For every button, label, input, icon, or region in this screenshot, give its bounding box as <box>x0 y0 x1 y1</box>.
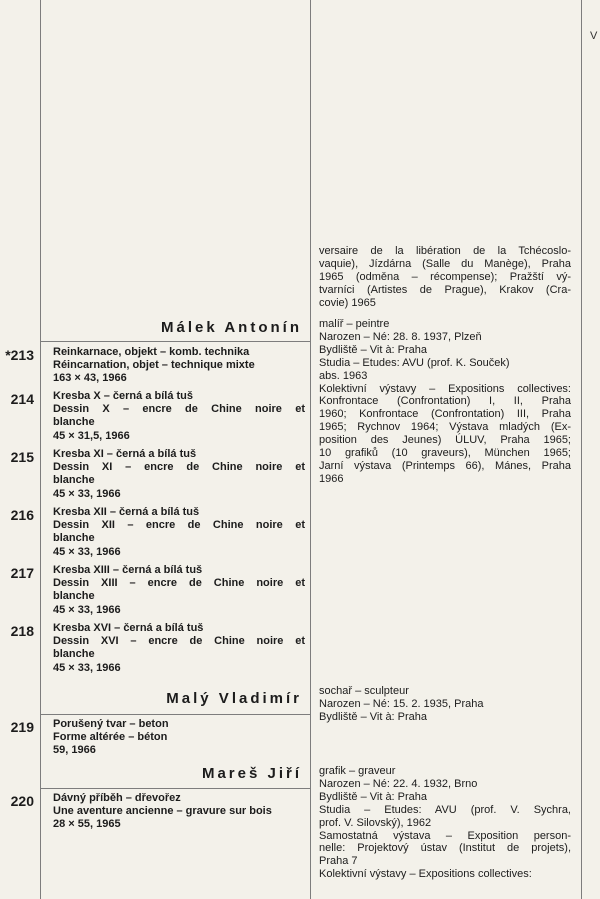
bio-line: prof. V. Silovský), 1962 <box>319 816 432 829</box>
entry-line: 163 × 43, 1966 <box>53 372 127 385</box>
bio-line: position des Jeunes) ÚLUV, Praha 1965; <box>319 434 571 447</box>
entry-line: Réincarnation, objet – technique mixte <box>53 359 255 372</box>
entry-line: Kresba XVI – černá a bílá tuš <box>53 622 204 634</box>
bio-line: nelle: Projektový ústav (Institut de projets), <box>319 842 571 855</box>
entry-line: 45 × 33, 1966 <box>53 661 121 674</box>
column-rule-right <box>581 0 582 899</box>
entry-line: blanche <box>53 416 95 429</box>
entry-line: 45 × 31,5, 1966 <box>53 429 130 442</box>
bio-line: abs. 1963 <box>319 369 368 382</box>
entry-line: Forme altérée – béton <box>53 731 168 744</box>
entry-line: 28 × 55, 1965 <box>53 818 121 831</box>
bio-line: sochař – sculpteur <box>319 685 409 697</box>
bio-line: Bydliště – Vit à: Praha <box>319 790 428 803</box>
bio-line: Kolektivní výstavy – Expositions collectives: <box>319 868 532 881</box>
entry-line: 45 × 33, 1966 <box>53 487 121 500</box>
bio-line: vaquie), Jízdárna (Salle du Manège), Praha <box>319 257 571 270</box>
bio-line: versaire de la libération de la Tchécoslo- <box>319 245 571 257</box>
entry-line: Une aventure ancienne – gravure sur bois <box>53 805 272 818</box>
entry-line: Dessin XII – encre de Chine noire et <box>53 519 305 532</box>
bio-line: malíř – peintre <box>319 318 390 330</box>
entry-number: 214 <box>10 391 34 407</box>
bio-line: tvarníci (Artistes de Prague), Krakov (Cra- <box>319 283 571 296</box>
artist-bio-mares <box>319 765 571 881</box>
entry-line: Kresba XII – černá a bílá tuš <box>53 506 200 518</box>
entry-number: 218 <box>10 623 34 639</box>
bio-line: 1965 (odměna – récompense); Pražští vý- <box>319 270 571 283</box>
entry-line: Dessin XI – encre de Chine noire et <box>53 461 305 474</box>
entry-number: 215 <box>10 449 34 465</box>
entry-line: 45 × 33, 1966 <box>53 545 121 558</box>
column-rule-middle <box>310 0 311 899</box>
bio-line: Samostatná výstava – Exposition person- <box>319 829 571 842</box>
entry-number: 219 <box>10 719 34 735</box>
bio-line: Bydliště – Vit à: Praha <box>319 710 428 723</box>
bio-line: Bydliště – Vit à: Praha <box>319 343 428 356</box>
entry-number: 220 <box>10 793 34 809</box>
bio-line: Jarní výstava (Printemps 66), Mánes, Praha <box>319 459 571 472</box>
entry-line: blanche <box>53 532 95 545</box>
entry-line: 45 × 33, 1966 <box>53 603 121 616</box>
heading-rule-malek <box>40 341 310 342</box>
bio-line: Narozen – Né: 15. 2. 1935, Praha <box>319 697 484 710</box>
entry-line: Kresba X – černá a bílá tuš <box>53 390 194 402</box>
bio-line: grafik – graveur <box>319 765 396 777</box>
heading-rule-mares <box>40 788 310 789</box>
entry-line: 59, 1966 <box>53 744 96 757</box>
continuation-bio <box>319 245 571 310</box>
heading-rule-maly <box>40 714 310 715</box>
bio-line: Narozen – Né: 28. 8. 1937, Plzeň <box>319 330 482 343</box>
page-edge-fragment: V <box>590 30 598 42</box>
entry-line: Kresba XIII – černá a bílá tuš <box>53 564 203 576</box>
bio-line: 1960; Konfrontace (Confrontation) III, Praha <box>319 408 571 421</box>
entry-line: Reinkarnace, objekt – komb. technika <box>53 346 250 358</box>
entry-line: Dávný příběh – dřevořez <box>53 792 181 804</box>
artist-name-maly: Malý Vladimír <box>166 690 302 707</box>
bio-line: Studia – Etudes: AVU (prof. V. Sychra, <box>319 803 571 816</box>
entry-line: blanche <box>53 590 95 603</box>
entry-line: Dessin X – encre de Chine noire et <box>53 403 305 416</box>
bio-line: Praha 7 <box>319 855 358 868</box>
artist-name-mares: Mareš Jiří <box>201 765 302 782</box>
entry-number: 216 <box>10 507 34 523</box>
artist-bio-maly <box>319 685 571 724</box>
entry-line: blanche <box>53 648 95 661</box>
bio-line: 1965; Rychnov 1964; Výstava mladých (Ex- <box>319 421 571 434</box>
bio-line: 10 grafiků (10 graveurs), München 1965; <box>319 447 571 460</box>
bio-line: covie) 1965 <box>319 296 376 309</box>
bio-line: Konfrontace (Confrontation) I, II, Praha <box>319 395 571 408</box>
bio-line: Studia – Etudes: AVU (prof. K. Souček) <box>319 356 510 369</box>
entry-number: *213 <box>5 347 34 363</box>
entry-line: Porušený tvar – beton <box>53 718 169 730</box>
entry-line: Dessin XVI – encre de Chine noire et <box>53 635 305 648</box>
bio-line: Narozen – Né: 22. 4. 1932, Brno <box>319 777 478 790</box>
entry-number: 217 <box>10 565 34 581</box>
bio-line: Kolektivní výstavy – Expositions collectives: <box>319 382 571 395</box>
entry-line: Dessin XIII – encre de Chine noire et <box>53 577 305 590</box>
artist-name-malek: Málek Antonín <box>161 319 302 336</box>
artist-bio-malek <box>319 318 571 486</box>
entry-line: Kresba XI – černá a bílá tuš <box>53 448 197 460</box>
bio-line: 1966 <box>319 472 344 485</box>
entry-line: blanche <box>53 474 95 487</box>
